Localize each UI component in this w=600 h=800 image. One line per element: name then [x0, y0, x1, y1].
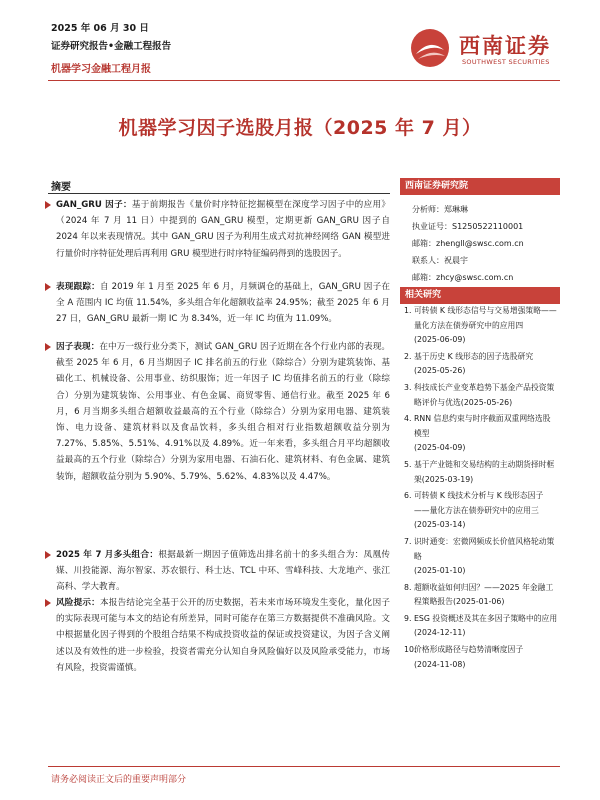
related-research-title: 相关研究 [400, 287, 560, 304]
related-item-date: (2025-03-14) [414, 520, 466, 530]
related-item-date: (2025-01-10) [414, 566, 466, 576]
related-item[interactable] [404, 535, 558, 579]
related-item[interactable] [404, 381, 558, 410]
section-text: 根据最新一期因子值筛选出排名前十的多头组合为：凤凰传媒、川投能源、海尔智家、苏农银行、科士达、TCL 中环、雪峰科技、大龙地产、张江高科、学大教育。 [56, 550, 390, 593]
report-date: 2025 年 06 月 30 日 [51, 23, 149, 34]
related-item-date: (2025-03-19) [421, 474, 474, 484]
contact-name: 联系人：祝晨宇 [412, 256, 468, 265]
related-item-title: 可转债 K 线技术分析与 K 线形态因子——量化方法在债券研究中的应用三 [414, 491, 544, 515]
related-item[interactable] [404, 412, 558, 456]
related-item[interactable] [404, 304, 558, 348]
research-team-panel [400, 178, 560, 195]
section-text: 基于前期报告《量价时序特征挖掘模型在深度学习因子中的应用》（2024 年 7 月 11 日）中提到的 GAN_GRU 模型，定期更新 GAN_GRU 因子自 2024 年以来表现情况。其中 GAN_GRU 因子为利用生成式对抗神经网络 GAN 模型进行量价时序特征处理后再利用 GRU 模型进行时序特征编码得到的选股因子。 [56, 200, 390, 259]
related-item-date: (2025-06-09) [414, 335, 466, 345]
related-item[interactable] [404, 489, 558, 533]
related-item-title: 基于历史 K 线形态的因子选股研究 [414, 351, 534, 361]
abstract-section-portfolio [56, 547, 390, 596]
abstract-section-gan-gru [56, 197, 390, 262]
related-item-number: 6. [404, 491, 412, 501]
analyst-license: 执业证号：S1250522110001 [412, 222, 524, 231]
abstract-section-factor-performance [56, 339, 390, 485]
related-item-title: 基于产业链和交易结构的主动期货择时框架 [414, 459, 555, 484]
footer-disclaimer: 请务必阅读正文后的重要声明部分 [51, 775, 187, 785]
related-item-title: 价格形成路径与趋势清晰度因子 [414, 645, 524, 655]
abstract-section-tracking [56, 279, 390, 328]
related-item-title: RNN 信息约束与时序截面双重网络选股模型 [414, 414, 551, 438]
related-item-number: 4. [404, 414, 412, 424]
related-item[interactable] [404, 581, 558, 610]
related-item-title: 可转债 K 线形态信号与交易增强策略——量化方法在债券研究中的应用四 [414, 306, 557, 330]
contact-email[interactable]: 邮箱：zhcy@swsc.com.cn [412, 273, 514, 282]
section-text: 在中万一级行业分类下，测试 GAN_GRU 因子近期在各个行业内部的表现。截至 2025 年 6 月，6 月当期因子 IC 排名前五的行业（除综合）分别为建筑装饰、基础化工、机械设备、公用事业、纺织服饰；近一年因子 IC 均值排名前五的行业（除综合）分别为建筑装饰、公用事业、有色金属、商贸零售、通信行业。截至 2025 年 6 月，6 月当期多头组合超额收益最高的五个行业（除综合）分别为家用电器、建筑装饰、电力设备、建筑材料以及食品饮料，多头组合相对行业指数超额收益分别为 7.27%、5.85%、5.51%、4.91%以及 4.89%。近一年来看，多头组合月平均超额收益最高的五个行业（除综合）分别为家用电器、石油石化、建筑材料、有色金属、建筑装饰，超额收益分别为 5.90%、5.79%、5.62%、4.83%以及 4.47%。 [56, 342, 390, 482]
research-team-title: 西南证券研究院 [400, 178, 560, 195]
related-item-date: (2025-01-06) [452, 597, 505, 607]
abstract-label: 摘要 [51, 182, 71, 193]
related-item-number: 8. [404, 582, 412, 592]
related-item-title: 超额收益如何归因？——2025 年金融工程策略报告 [414, 582, 554, 607]
company-logo [402, 26, 562, 72]
footer-divider [48, 766, 560, 767]
related-item-date: (2025-04-09) [414, 443, 466, 453]
report-type: 证券研究报告•金融工程报告 [51, 41, 172, 52]
related-item-number: 2. [404, 351, 412, 361]
section-text: 本报告结论完全基于公开的历史数据，若未来市场环境发生变化，量化因子的实际表现可能与本文的结论有所差异，同时可能存在第三方数据提供不准确风险。文中根据量化因子得到的个股组合结果不构成投资收益的保证或投资建议，为因子含义阐述以及有效性的进一步检验，投资者需充分认知自身风险偏好以及风险承受能力，市场有风险，投资需谨慎。 [56, 598, 390, 673]
related-item-title: 科技成长产业变革趋势下基金产品投资策略评价与优选 [414, 382, 555, 407]
related-research-list [404, 304, 558, 674]
related-item[interactable] [404, 458, 558, 487]
logo-name-en: SOUTHWEST SECURITIES [462, 58, 550, 66]
related-item-number: 1. [404, 306, 412, 315]
section-head: 风险提示： [56, 598, 100, 608]
related-research-panel [400, 287, 560, 304]
related-item-number: 5. [404, 459, 412, 469]
related-item-date: (2025-05-26) [414, 366, 466, 376]
related-item-title: ESG 投资概述及其在多因子策略中的应用 [414, 613, 558, 623]
related-item[interactable] [404, 350, 558, 379]
related-item[interactable] [404, 643, 558, 672]
related-item-number: 3. [404, 382, 412, 392]
analyst-email[interactable]: 邮箱：zhengll@swsc.com.cn [412, 239, 524, 248]
abstract-divider [48, 193, 390, 194]
logo-mark-icon [410, 28, 450, 68]
section-text: 自 2019 年 1 月至 2025 年 6 月，月频调仓的基础上，GAN_GRU 因子在全 A 范围内 IC 均值 11.54%，多头组合年化超额收益率 24.95%；截至 2025 年 6 月 27 日，GAN_GRU 最新一期 IC 为 8.34%，近一年 IC 均值为 11.09%。 [56, 282, 390, 325]
section-head: 表现跟踪： [56, 282, 100, 292]
related-item-date: (2025-05-26) [460, 397, 513, 407]
section-head: 2025 年 7 月多头组合： [56, 550, 159, 560]
abstract-section-risk [56, 595, 390, 676]
page-title: 机器学习因子选股月报（2025 年 7 月） [118, 117, 482, 139]
header-divider [48, 80, 560, 81]
report-series: 机器学习金融工程月报 [51, 64, 151, 75]
related-item-title: 识时通变：宏微网频成长价值风格轮动策略 [414, 536, 555, 561]
section-head: GAN_GRU 因子： [56, 200, 132, 210]
related-item-number: 7. [404, 536, 412, 546]
analyst-name: 分析师：郑琳琳 [412, 205, 468, 214]
related-item[interactable] [404, 612, 558, 641]
logo-name-cn: 西南证券 [459, 33, 551, 58]
section-head: 因子表现： [56, 342, 100, 352]
related-item-number: 9. [404, 613, 412, 623]
related-item-date: (2024-12-11) [414, 628, 466, 638]
related-item-date: (2024-11-08) [414, 659, 466, 669]
related-item-number: 10. [404, 645, 417, 655]
